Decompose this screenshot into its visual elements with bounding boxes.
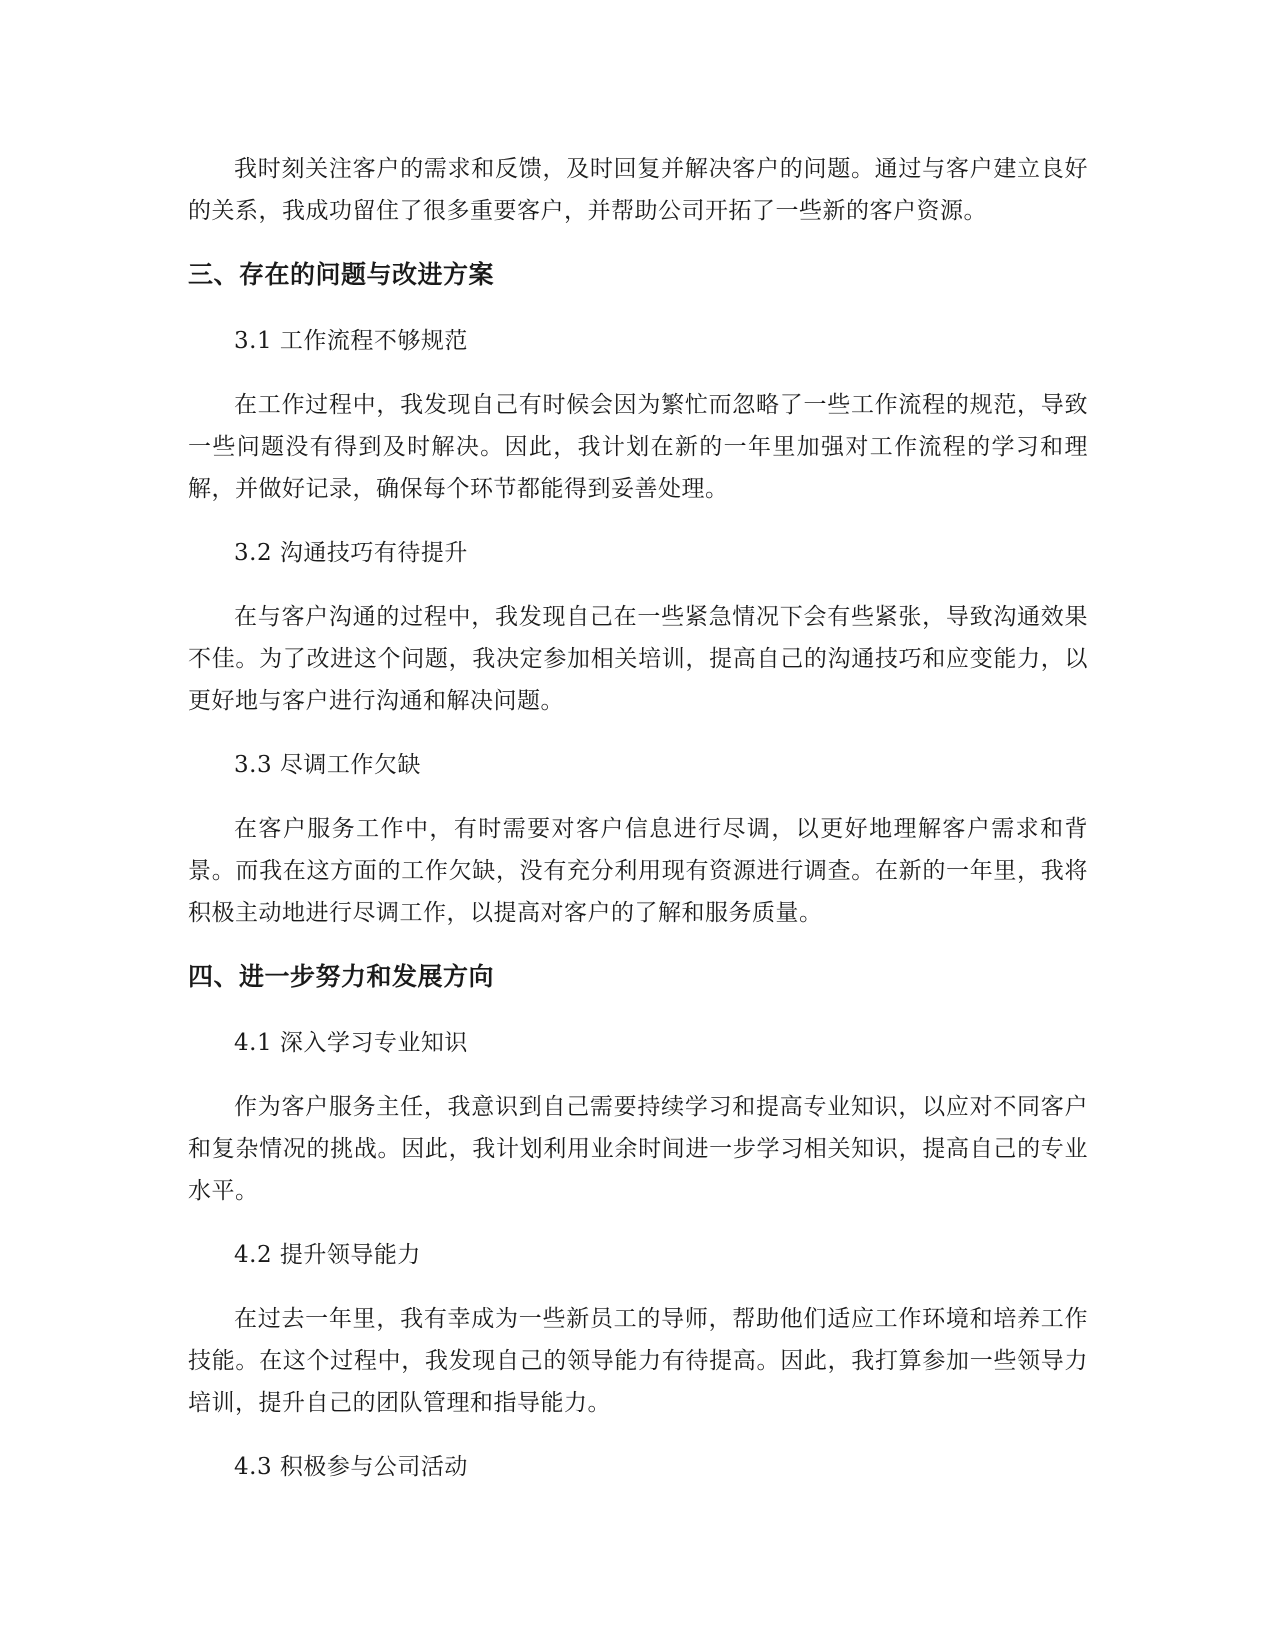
paragraph-4-1: 作为客户服务主任，我意识到自己需要持续学习和提高专业知识，以应对不同客户和复杂情况的挑战。因此，我计划利用业余时间进一步学习相关知识，提高自己的专业水平。: [188, 1094, 1088, 1204]
subheading-4-1: 4.1 深入学习专业知识: [234, 1030, 468, 1056]
paragraph-3-1: 在工作过程中，我发现自己有时候会因为繁忙而忽略了一些工作流程的规范，导致一些问题没有得到及时解决。因此，我计划在新的一年里加强对工作流程的学习和理解，并做好记录，确保每个环节都能得到妥善处理。: [188, 392, 1088, 502]
subheading-3-3: 3.3 尽调工作欠缺: [234, 752, 421, 778]
paragraph-4-2: 在过去一年里，我有幸成为一些新员工的导师，帮助他们适应工作环境和培养工作技能。在这个过程中，我发现自己的领导能力有待提高。因此，我打算参加一些领导力培训，提升自己的团队管理和指导能力。: [188, 1306, 1088, 1416]
subheading-4-3: 4.3 积极参与公司活动: [234, 1454, 468, 1480]
document-body: [188, 148, 1088, 1510]
subheading-3-1: 3.1 工作流程不够规范: [234, 328, 468, 354]
subheading-3-2: 3.2 沟通技巧有待提升: [234, 540, 468, 566]
paragraph-3-3: 在客户服务工作中，有时需要对客户信息进行尽调，以更好地理解客户需求和背景。而我在这方面的工作欠缺，没有充分利用现有资源进行调查。在新的一年里，我将积极主动地进行尽调工作，以提高对客户的了解和服务质量。: [188, 816, 1088, 926]
section-heading-4: 四、进一步努力和发展方向: [188, 962, 495, 991]
subheading-4-2: 4.2 提升领导能力: [234, 1242, 421, 1268]
paragraph-3-2: 在与客户沟通的过程中，我发现自己在一些紧急情况下会有些紧张，导致沟通效果不佳。为了改进这个问题，我决定参加相关培训，提高自己的沟通技巧和应变能力，以更好地与客户进行沟通和解决问题。: [188, 604, 1088, 714]
paragraph-client-relations: 我时刻关注客户的需求和反馈，及时回复并解决客户的问题。通过与客户建立良好的关系，我成功留住了很多重要客户，并帮助公司开拓了一些新的客户资源。: [188, 156, 1088, 224]
section-heading-3: 三、存在的问题与改进方案: [188, 260, 495, 289]
